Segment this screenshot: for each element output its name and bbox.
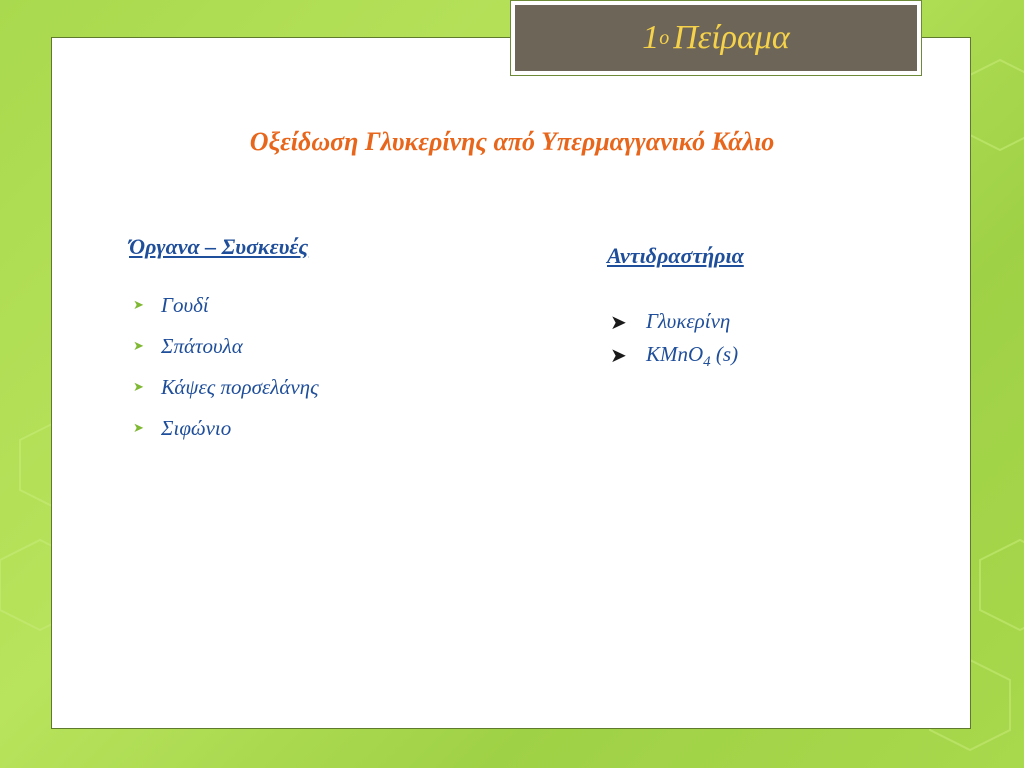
arrow-bullet-icon: ➤ — [133, 338, 144, 353]
arrow-bullet-icon: ➤ — [610, 312, 627, 334]
list-item: ➤ Σιφώνιο — [133, 416, 232, 440]
arrow-bullet-icon: ➤ — [133, 297, 144, 312]
equipment-list — [131, 293, 319, 457]
arrow-bullet-icon: ➤ — [133, 420, 144, 435]
arrow-bullet-icon: ➤ — [133, 379, 144, 394]
title-box — [510, 0, 922, 76]
list-item-formula: ➤ KMnO$_4$ (s) — [610, 342, 739, 371]
title-superscript: ο — [659, 26, 670, 49]
slide-title — [515, 5, 917, 71]
list-item: ➤ Κάψες πορσελάνης — [133, 375, 319, 399]
title-text: Πείραμα — [673, 19, 790, 56]
equipment-heading: Όργανα – Συσκευές — [129, 234, 309, 259]
reagents-list — [608, 309, 738, 375]
list-item: ➤ Σπάτουλα — [133, 334, 243, 358]
slide-subtitle: Οξείδωση Γλυκερίνης από Υπερμαγγανικό Κάλιο — [249, 127, 775, 156]
reagents-heading: Αντιδραστήρια — [607, 243, 744, 268]
list-item: ➤ Γλυκερίνη — [610, 309, 731, 334]
arrow-bullet-icon: ➤ — [610, 345, 627, 367]
list-item: ➤ Γουδί — [133, 293, 209, 317]
title-number: 1 — [642, 19, 660, 56]
